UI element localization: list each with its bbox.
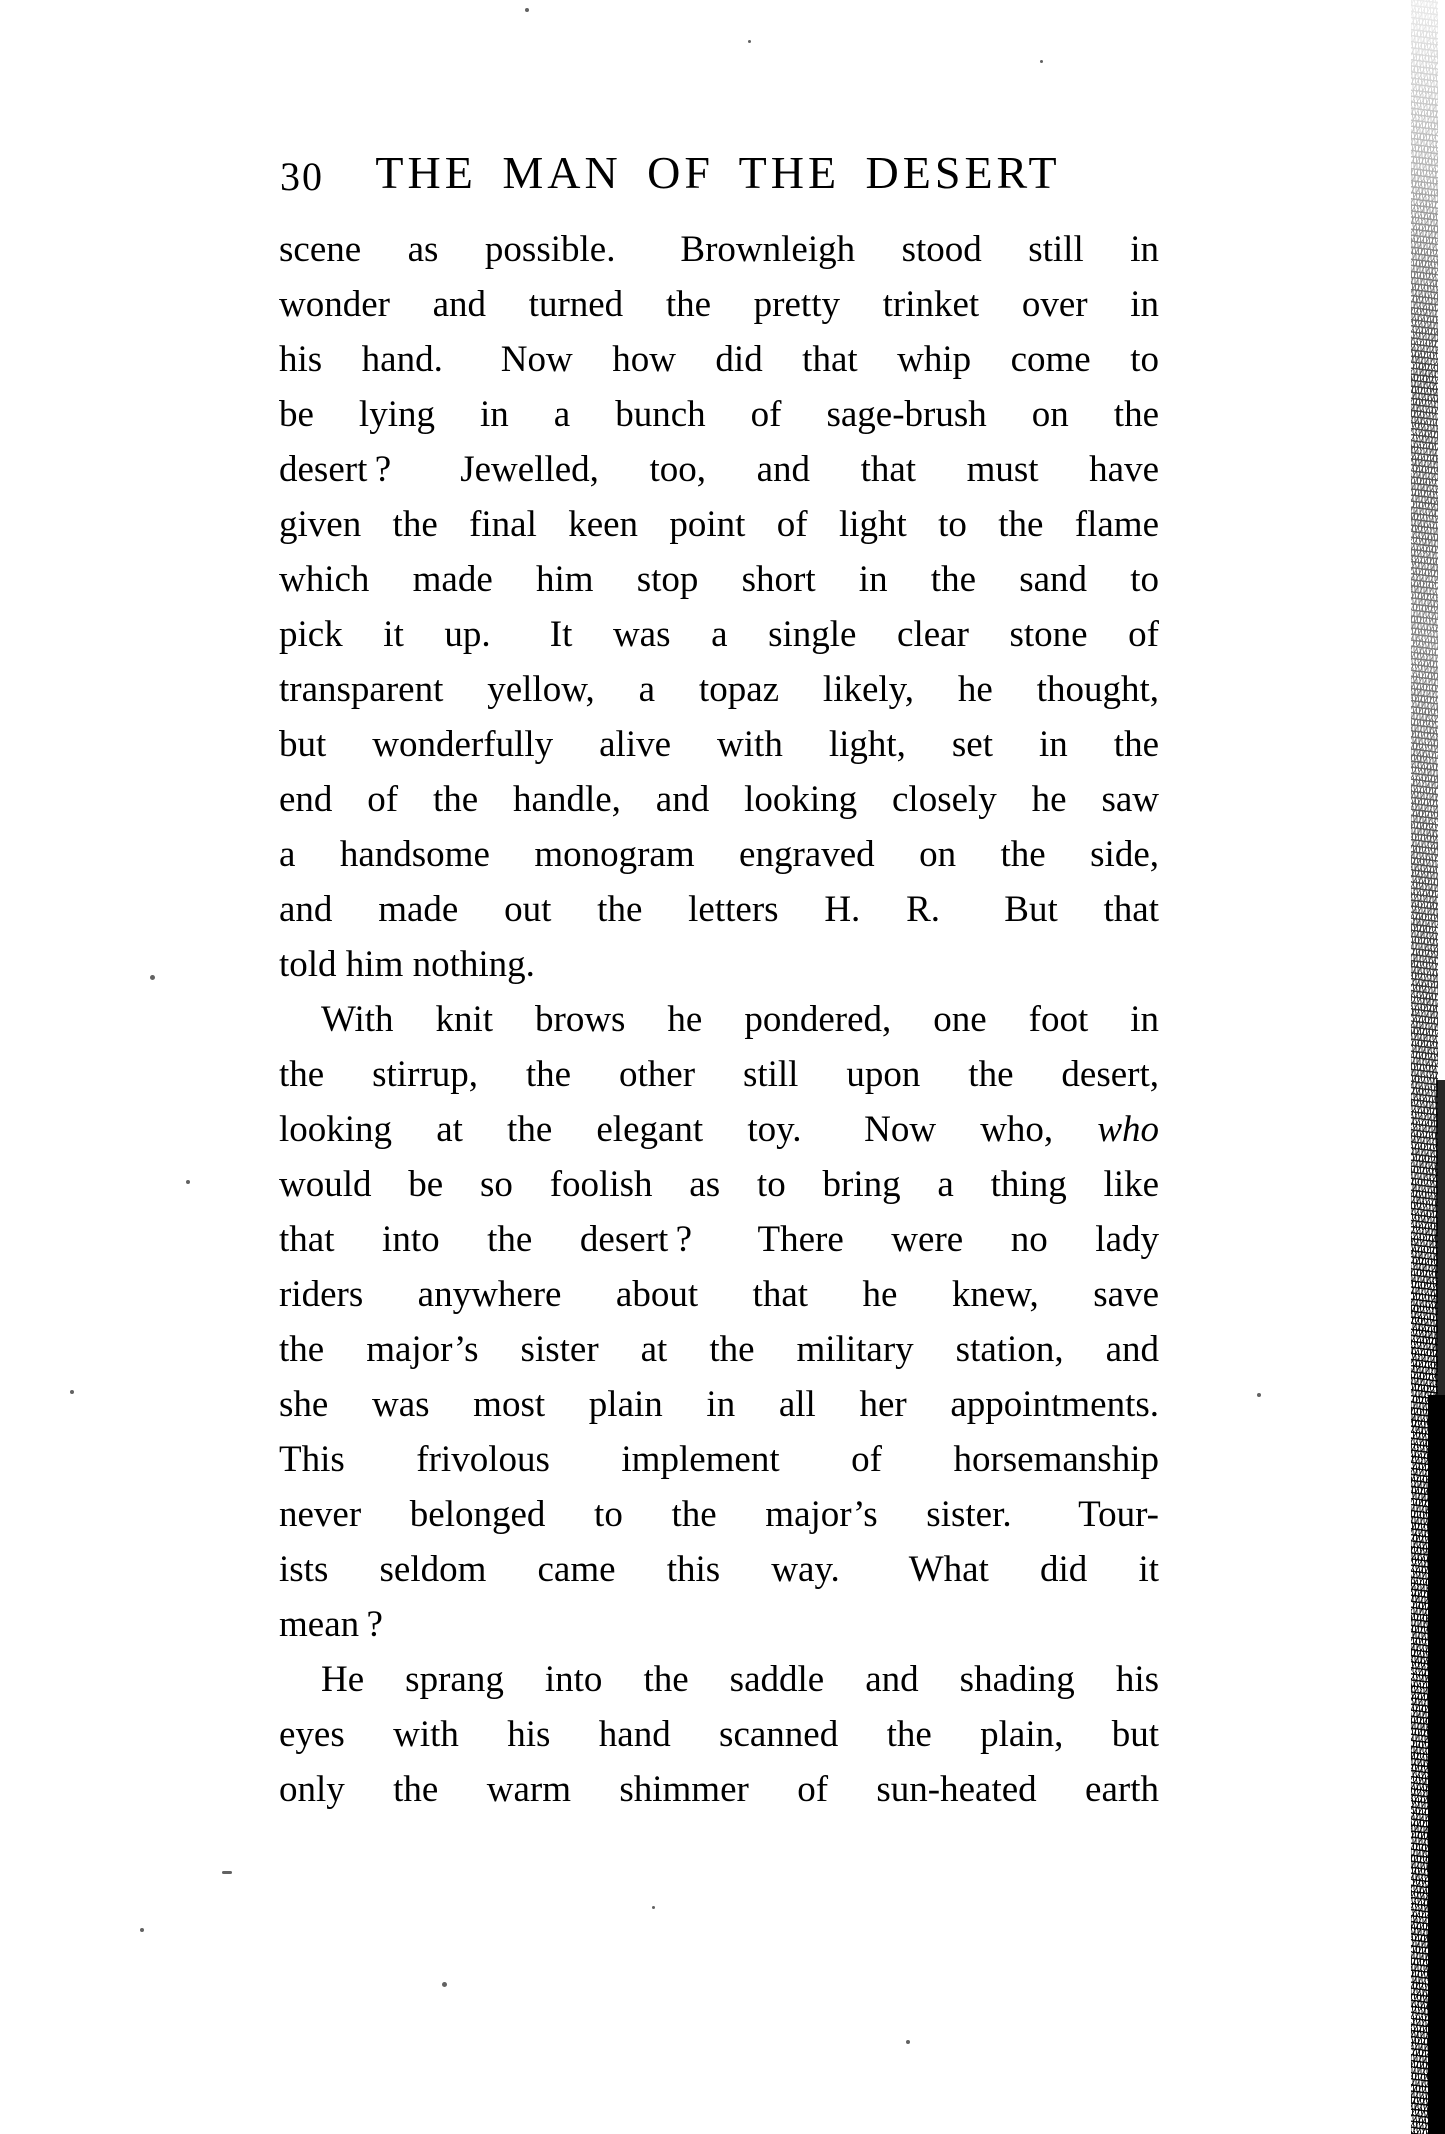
text-segment: that into the desert ? There were no lady <box>279 1219 1159 1260</box>
scan-speckle <box>442 1982 447 1987</box>
scan-speckle <box>186 1180 190 1184</box>
text-line <box>279 1487 1159 1542</box>
text-segment: wonder and turned the pretty trinket over in <box>279 284 1159 325</box>
text-line <box>279 1432 1159 1487</box>
text-segment: told him nothing. <box>279 944 535 985</box>
text-segment: the major’s sister at the military station, and <box>279 1329 1159 1370</box>
text-segment: she was most plain in all her appointments. <box>279 1384 1159 1425</box>
scan-speckle <box>1040 60 1043 63</box>
text-segment: pick it up. It was a single clear stone of <box>279 614 1159 655</box>
text-line <box>279 992 1159 1047</box>
text-segment: He sprang into the saddle and shading his <box>321 1659 1159 1700</box>
running-header <box>278 146 1158 206</box>
text-line <box>279 1047 1159 1102</box>
text-segment: never belonged to the major’s sister. Tour- <box>279 1494 1159 1535</box>
text-segment: This frivolous implement of horsemanship <box>279 1439 1159 1480</box>
scan-speckle <box>525 8 529 12</box>
text-line <box>279 222 1159 277</box>
text-line <box>279 1157 1159 1212</box>
text-line <box>279 497 1159 552</box>
italic-text-segment: who <box>1097 1109 1159 1150</box>
text-line <box>279 1652 1159 1707</box>
text-segment: riders anywhere about that he knew, save <box>279 1274 1159 1315</box>
text-line <box>279 1102 1159 1157</box>
scan-speckle <box>652 1906 655 1909</box>
text-segment: given the final keen point of light to the flame <box>279 504 1159 545</box>
text-line <box>279 387 1159 442</box>
text-segment: ists seldom came this way. What did it <box>279 1549 1159 1590</box>
text-segment: but wonderfully alive with light, set in the <box>279 724 1159 765</box>
text-line <box>279 1542 1159 1597</box>
text-line <box>279 1707 1159 1762</box>
scan-speckle <box>140 1928 144 1932</box>
text-line <box>279 1322 1159 1377</box>
text-segment: looking at the elegant toy. Now who, <box>279 1109 1098 1150</box>
text-line <box>279 717 1159 772</box>
text-segment: end of the handle, and looking closely he saw <box>279 779 1159 820</box>
text-line <box>279 442 1159 497</box>
text-segment: only the warm shimmer of sun-heated earth <box>279 1769 1159 1810</box>
text-line <box>279 882 1159 937</box>
text-line <box>279 937 1159 992</box>
text-line <box>279 772 1159 827</box>
running-title: THE MAN OF THE DESERT <box>375 147 1061 198</box>
scan-speckle <box>222 1871 232 1874</box>
text-segment: transparent yellow, a topaz likely, he thought, <box>279 669 1159 710</box>
text-line <box>279 1212 1159 1267</box>
text-segment: a handsome monogram engraved on the side, <box>279 834 1159 875</box>
text-segment: which made him stop short in the sand to <box>279 559 1159 600</box>
text-segment: desert ? Jewelled, too, and that must have <box>279 449 1159 490</box>
scan-speckle <box>748 40 751 43</box>
text-line <box>279 277 1159 332</box>
text-segment: mean ? <box>279 1604 383 1645</box>
text-segment: With knit brows he pondered, one foot in <box>321 999 1159 1040</box>
page-number: 30 <box>280 154 324 199</box>
text-line <box>279 1597 1159 1652</box>
text-segment: and made out the letters H. R. But that <box>279 889 1159 930</box>
text-line <box>279 552 1159 607</box>
text-segment: scene as possible. Brownleigh stood still in <box>279 229 1159 270</box>
scan-speckle <box>906 2040 910 2044</box>
text-line <box>279 1267 1159 1322</box>
scan-edge-shadow-upper <box>1436 1080 1445 1400</box>
text-line <box>279 827 1159 882</box>
text-segment: would be so foolish as to bring a thing like <box>279 1164 1159 1205</box>
scan-speckle <box>70 1390 74 1394</box>
text-segment: his hand. Now how did that whip come to <box>279 339 1159 380</box>
text-segment: eyes with his hand scanned the plain, but <box>279 1714 1159 1755</box>
text-segment: the stirrup, the other still upon the desert, <box>279 1054 1159 1095</box>
page-lines <box>279 222 1159 1817</box>
text-line <box>279 1762 1159 1817</box>
scan-speckle <box>1257 1393 1261 1397</box>
text-line <box>279 662 1159 717</box>
scan-speckle <box>150 975 155 980</box>
text-line <box>279 607 1159 662</box>
text-line <box>279 332 1159 387</box>
text-segment: be lying in a bunch of sage-brush on the <box>279 394 1159 435</box>
text-line <box>279 1377 1159 1432</box>
scan-edge-shadow <box>1428 1395 1445 2134</box>
